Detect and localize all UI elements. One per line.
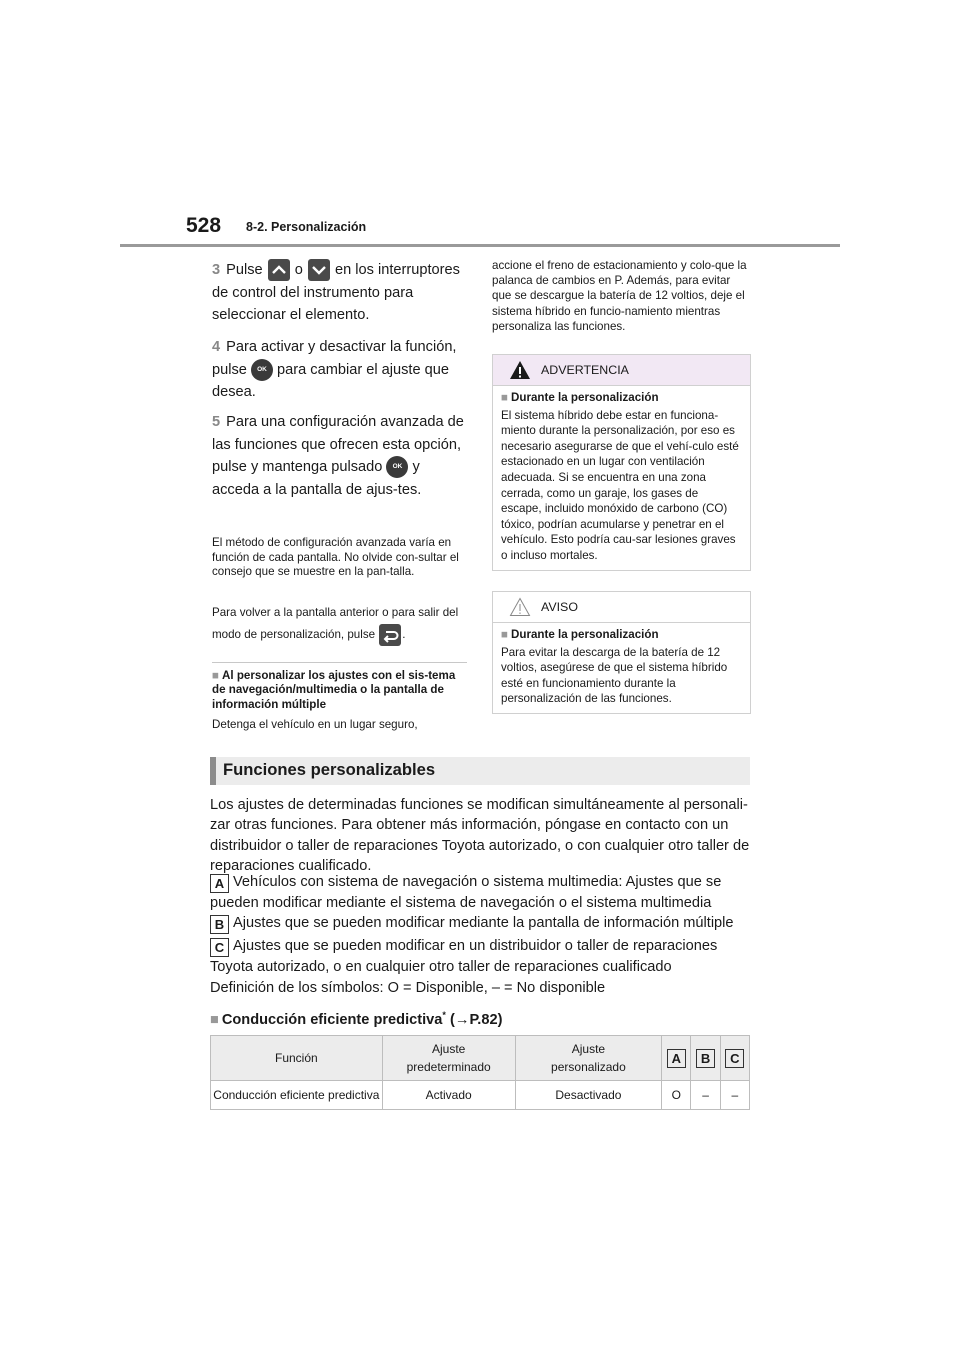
legend-a [210,872,755,913]
table-cell: – [691,1081,720,1110]
page-number: 528 [186,214,222,237]
legend-b-text: Ajustes que se pueden modificar mediante la pantalla de información múltiple [233,915,734,931]
square-bullet-icon: ■ [501,391,509,404]
notice-heading-text: Durante la personalización [511,628,659,641]
table-row [211,1081,750,1110]
warning-triangle-icon [509,360,531,380]
step-text: para cambiar el ajuste que desea. [212,361,449,401]
continued-text: accione el freno de estacionamiento y colo-que la palanca de cambios en P. Además, para evitar que se descargue la batería de 12 voltios, deje el sistema híbrido en funcio-namiento mientras personaliza las funciones. [492,259,747,333]
square-bullet-icon: ■ [210,1011,219,1028]
subtext: Detenga el vehículo en un lugar seguro, [212,718,418,731]
step-text: pulse [212,361,247,378]
subheading [212,669,470,712]
ok-button-icon: OK [386,456,408,478]
header-bar [210,757,216,785]
warning-heading-text: Durante la personalización [511,391,659,404]
condition-ref: (→P.82) [449,1011,503,1028]
legend-c [210,936,755,977]
step-5 [212,411,470,501]
table-header-cell [720,1036,749,1081]
badge-b: B [696,1049,715,1068]
step-text: Para una configuración avanzada de las funciones que ofrecen esta opción, pulse y mantenga pulsado [212,414,464,476]
step-4 [212,336,470,404]
functions-intro: Los ajustes de determinadas funciones se modifican simultáneamente al personali-zar otras funciones. Para obtener más información, póngase en contacto con un distribuidor o taller de reparaciones Toyota autorizado, o con cualquier otro taller de reparaciones cualificado. [210,797,750,875]
badge-c: C [210,938,229,957]
warning-header [493,355,750,386]
notice-header [493,592,750,623]
step-number: 5 [212,414,221,430]
square-bullet-icon: ■ [501,628,509,641]
legend-c-text: Ajustes que se pueden modificar en un distribuidor o taller de reparaciones Toyota autorizado, o en cualquier otro taller de reparaciones cualificado [210,938,718,975]
square-bullet-icon: ■ [212,669,220,682]
symbols-definition: Definición de los símbolos: O = Disponible, – = No disponible [210,980,606,996]
step-text: Para activar y desactivar la función, [226,339,457,355]
note-return [212,602,470,646]
functions-title: Funciones personalizables [223,760,436,779]
step-text: y acceda a la pantalla de ajus-tes. [212,459,422,498]
warning-heading [501,390,742,406]
table-header-cell [662,1036,691,1081]
step-text: o [294,262,303,278]
header-rule [120,244,840,247]
table-cell: O [662,1081,691,1110]
section-title: 8-2. Personalización [246,220,367,234]
table-cell: Conducción eficiente predictiva [211,1081,383,1110]
badge-c: C [725,1049,744,1068]
condition-heading [210,1010,502,1028]
notice-text: Para evitar la descarga de la batería de 12 voltios, asegúrese de que el sistema híbrido esté en funcionamiento durante la personalización de las funciones. [501,645,728,706]
condition-title: Conducción eficiente predictiva [221,1011,443,1028]
badge-a: A [667,1049,686,1068]
note-advanced: El método de configuración avanzada varía en función de cada pantalla. No olvide con-sultar el consejo que se muestre en la pan-talla. [212,536,459,579]
table-cell: – [720,1081,749,1110]
chevron-up-icon [268,259,290,281]
step-number: 3 [212,262,221,278]
badge-a: A [210,874,229,893]
step-text: Pulse [226,262,263,278]
legend-a-text: Vehículos con sistema de navegación o sistema multimedia: Ajustes que se pueden modificar mediante el sistema de navegación o el sistema multimedia [210,874,722,911]
warning-text: El sistema híbrido debe estar en funciona-miento durante la personalización, por eso es necesario asegurarse de que el vehí-culo esté estacionado en un lugar con ventilación adecuada. Si se encuentra en una zona cerrada, como un garaje, los gases de escape, incluido monóxido de carbono (CO) tóxico, podrían acumularse y penetrar en el vehículo. Esto podría cau-sar lesiones graves o incluso mortales. [501,408,739,562]
notice-box [492,591,751,714]
chevron-down-icon [308,259,330,281]
functions-table [210,1035,750,1110]
step-3 [212,259,470,327]
table-header-cell: Ajuste personalizado [515,1036,662,1081]
condition-footnote-mark: * [442,1010,446,1020]
step-number: 4 [212,339,221,355]
note-return-text: Para volver a la pantalla anterior o para salir del modo de personalización, pulse [212,606,459,642]
badge-b: B [210,915,229,934]
table-header-cell: Función [211,1036,383,1081]
functions-header [210,757,750,785]
note-return-end: . [402,628,406,642]
table-header-cell: Ajuste predeterminado [382,1036,515,1081]
ok-button-icon: OK [251,359,273,381]
table-header-row [211,1036,750,1081]
warning-label: ADVERTENCIA [541,363,629,377]
notice-label: AVISO [541,600,578,614]
step-text: en los interruptores de control del instrumento para seleccionar el elemento. [212,262,460,324]
legend-b [210,913,755,934]
subheading-text: Al personalizar los ajustes con el sis-tema de navegación/multimedia o la pantalla de información múltiple [212,669,456,711]
table-header-cell [691,1036,720,1081]
back-icon [379,624,401,646]
table-cell: Activado [382,1081,515,1110]
table-cell: Desactivado [515,1081,662,1110]
caution-triangle-icon [509,597,531,617]
divider [212,662,467,663]
notice-heading [501,627,742,643]
warning-box [492,354,751,571]
